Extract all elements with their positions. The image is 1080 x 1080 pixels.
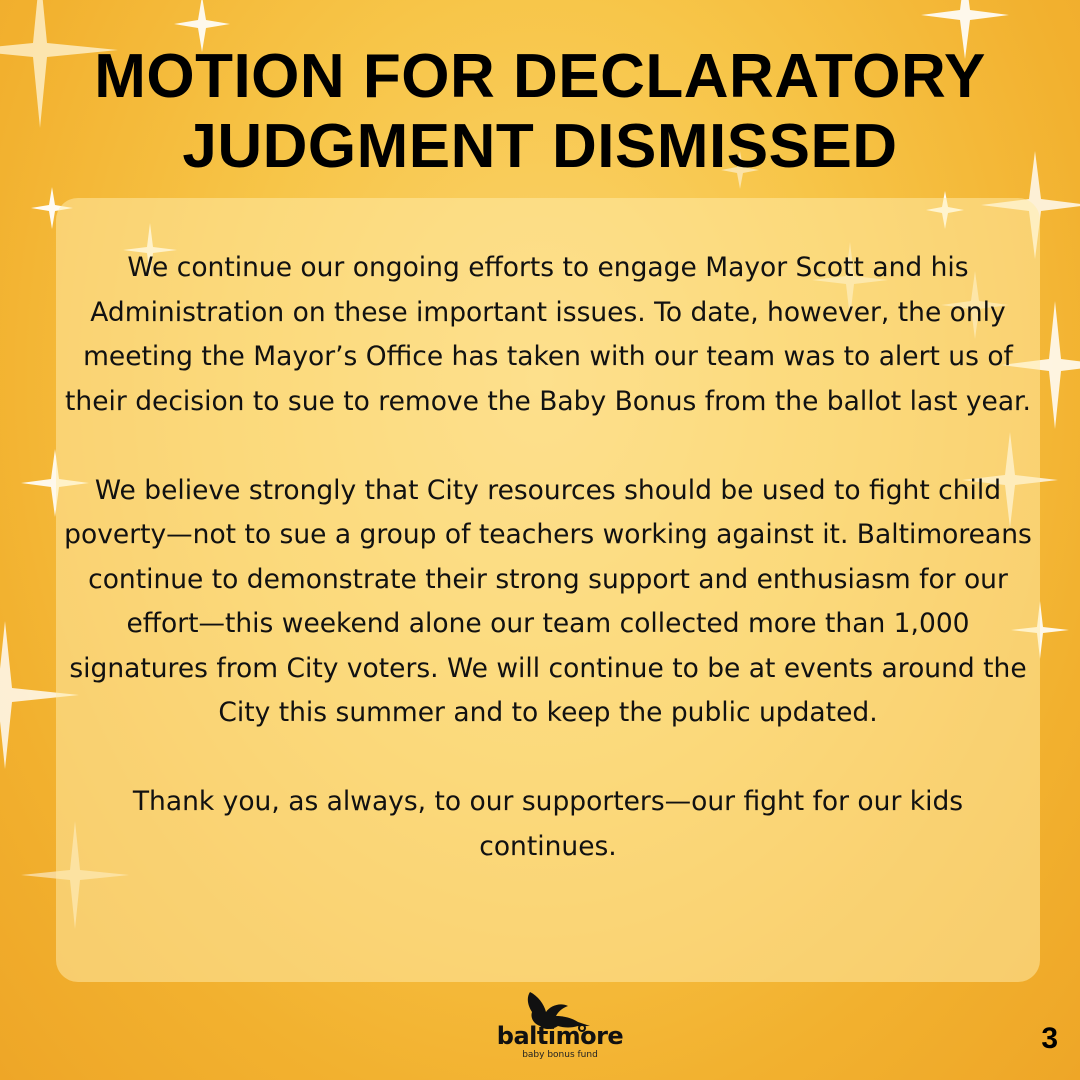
- logo-name: baltimore: [496, 1022, 624, 1050]
- page-number: 3: [1041, 1022, 1058, 1055]
- page-title: [0, 42, 1080, 182]
- title-line-1: MOTION FOR DECLARATORY: [94, 42, 986, 111]
- paragraph-3: Thank you, as always, to our supporters—our fight for our kids continues.: [132, 786, 964, 862]
- logo-subtitle: baby bonus fund: [522, 1050, 598, 1060]
- paragraph-1: We continue our ongoing efforts to engage Mayor Scott and his Administration on these important issues. To date, however, the only meeting the Mayor’s Office has taken with our team was to alert us of their decision to sue to remove the Baby Bonus from the ballot last year.: [65, 252, 1031, 417]
- paragraph-2: We believe strongly that City resources should be used to fight child poverty—not to sue a group of teachers working against it. Baltimoreans continue to demonstrate their strong support and enthusiasm for our effort—this weekend alone our team collected more than 1,000 signatures from City voters. We will continue to be at events around the City this summer and to keep the public updated.: [64, 474, 1032, 728]
- baltimore-logo: [494, 990, 626, 1070]
- title-line-2: JUDGMENT DISMISSED: [182, 112, 898, 181]
- body-text: [56, 246, 1040, 869]
